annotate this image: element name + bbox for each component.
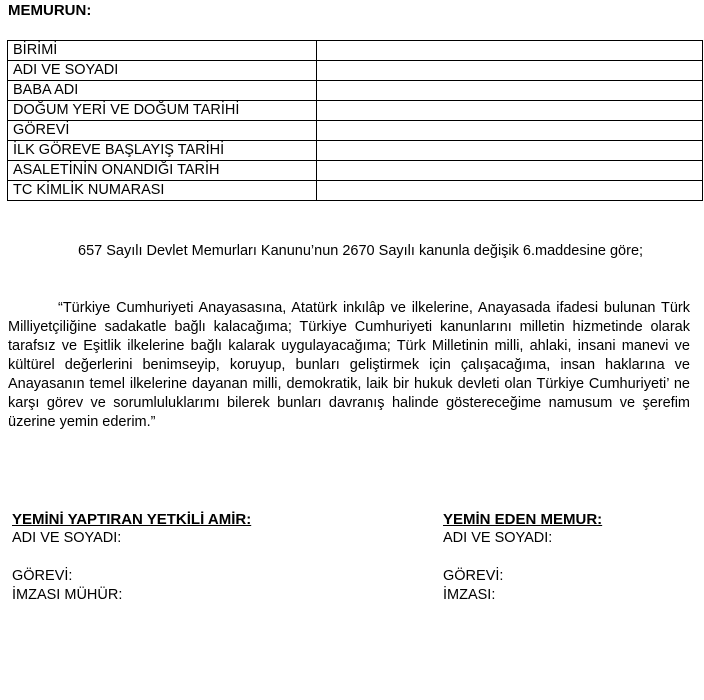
- table-row: [8, 101, 703, 121]
- table-row: [8, 181, 703, 201]
- row-label-birth: DOĞUM YERİ VE DOĞUM TARİHİ: [8, 101, 317, 121]
- intro-text: 657 Sayılı Devlet Memurları Kanunu’nun 2670 Sayılı kanunla değişik 6.maddesine göre;: [78, 243, 644, 259]
- officer-signature-block: [443, 510, 602, 605]
- officer-role-label: GÖREVİ:: [443, 568, 504, 584]
- officer-sign-label: İMZASI:: [443, 587, 496, 603]
- row-label-tenure-date: ASALETİNİN ONANDIĞI TARİH: [8, 161, 317, 181]
- row-value-name[interactable]: [317, 61, 703, 81]
- row-label-unit: BİRİMİ: [8, 41, 317, 61]
- authority-signature-block: [12, 510, 251, 605]
- row-value-tenure-date[interactable]: [317, 161, 703, 181]
- spacer: [443, 548, 602, 567]
- officer-heading: YEMİN EDEN MEMUR:: [443, 511, 603, 528]
- row-value-position[interactable]: [317, 121, 703, 141]
- row-value-start-date[interactable]: [317, 141, 703, 161]
- personnel-info-table: [7, 40, 703, 201]
- row-label-tc-id: TC KİMLİK NUMARASI: [8, 181, 317, 201]
- form-title: MEMURUN:: [8, 2, 92, 19]
- table-row: [8, 61, 703, 81]
- table-row: [8, 81, 703, 101]
- intro-paragraph: [8, 242, 698, 261]
- authority-role-label: GÖREVİ:: [12, 568, 73, 584]
- row-value-unit[interactable]: [317, 41, 703, 61]
- row-label-start-date: İLK GÖREVE BAŞLAYIŞ TARİHİ: [8, 141, 317, 161]
- table-row: [8, 41, 703, 61]
- authority-heading: YEMİNİ YAPTIRAN YETKİLİ AMİR:: [12, 511, 252, 528]
- row-value-birth[interactable]: [317, 101, 703, 121]
- authority-name-label: ADI VE SOYADI:: [12, 530, 122, 546]
- authority-sign-label: İMZASI MÜHÜR:: [12, 587, 123, 603]
- table-row: [8, 121, 703, 141]
- row-value-tc-id[interactable]: [317, 181, 703, 201]
- table-row: [8, 161, 703, 181]
- row-label-father-name: BABA ADI: [8, 81, 317, 101]
- oath-paragraph: “Türkiye Cumhuriyeti Anayasasına, Atatürk inkılâp ve ilkelerine, Anayasada ifadesi bulunan Türk Milliyetçiliğine sadakatle bağlı kalacağıma; Türkiye Cumhuriyeti kanunlarını milletin hizmetinde olarak tarafsız ve Eşitlik ilkelerine bağlı kalarak uygulayacağıma; Türk Milletinin milli, ahlaki, insani manevi ve kültürel değerlerini benimseyip, koruyup, bunları geliştirmek için çalışacağıma, insan haklarına ve Anayasanın temel ilkelerine dayanan milli, demokratik, laik bir hukuk devleti olan Türkiye Cumhuriyeti’ ne karşı görev ve sorumluluklarımı bilerek bunları davranış halinde göstereceğime namusum ve şerefim üzerine yemin ederim.”: [8, 300, 690, 430]
- officer-name-label: ADI VE SOYADI:: [443, 530, 553, 546]
- table-row: [8, 141, 703, 161]
- row-value-father-name[interactable]: [317, 81, 703, 101]
- spacer: [12, 548, 251, 567]
- row-label-name: ADI VE SOYADI: [8, 61, 317, 81]
- row-label-position: GÖREVİ: [8, 121, 317, 141]
